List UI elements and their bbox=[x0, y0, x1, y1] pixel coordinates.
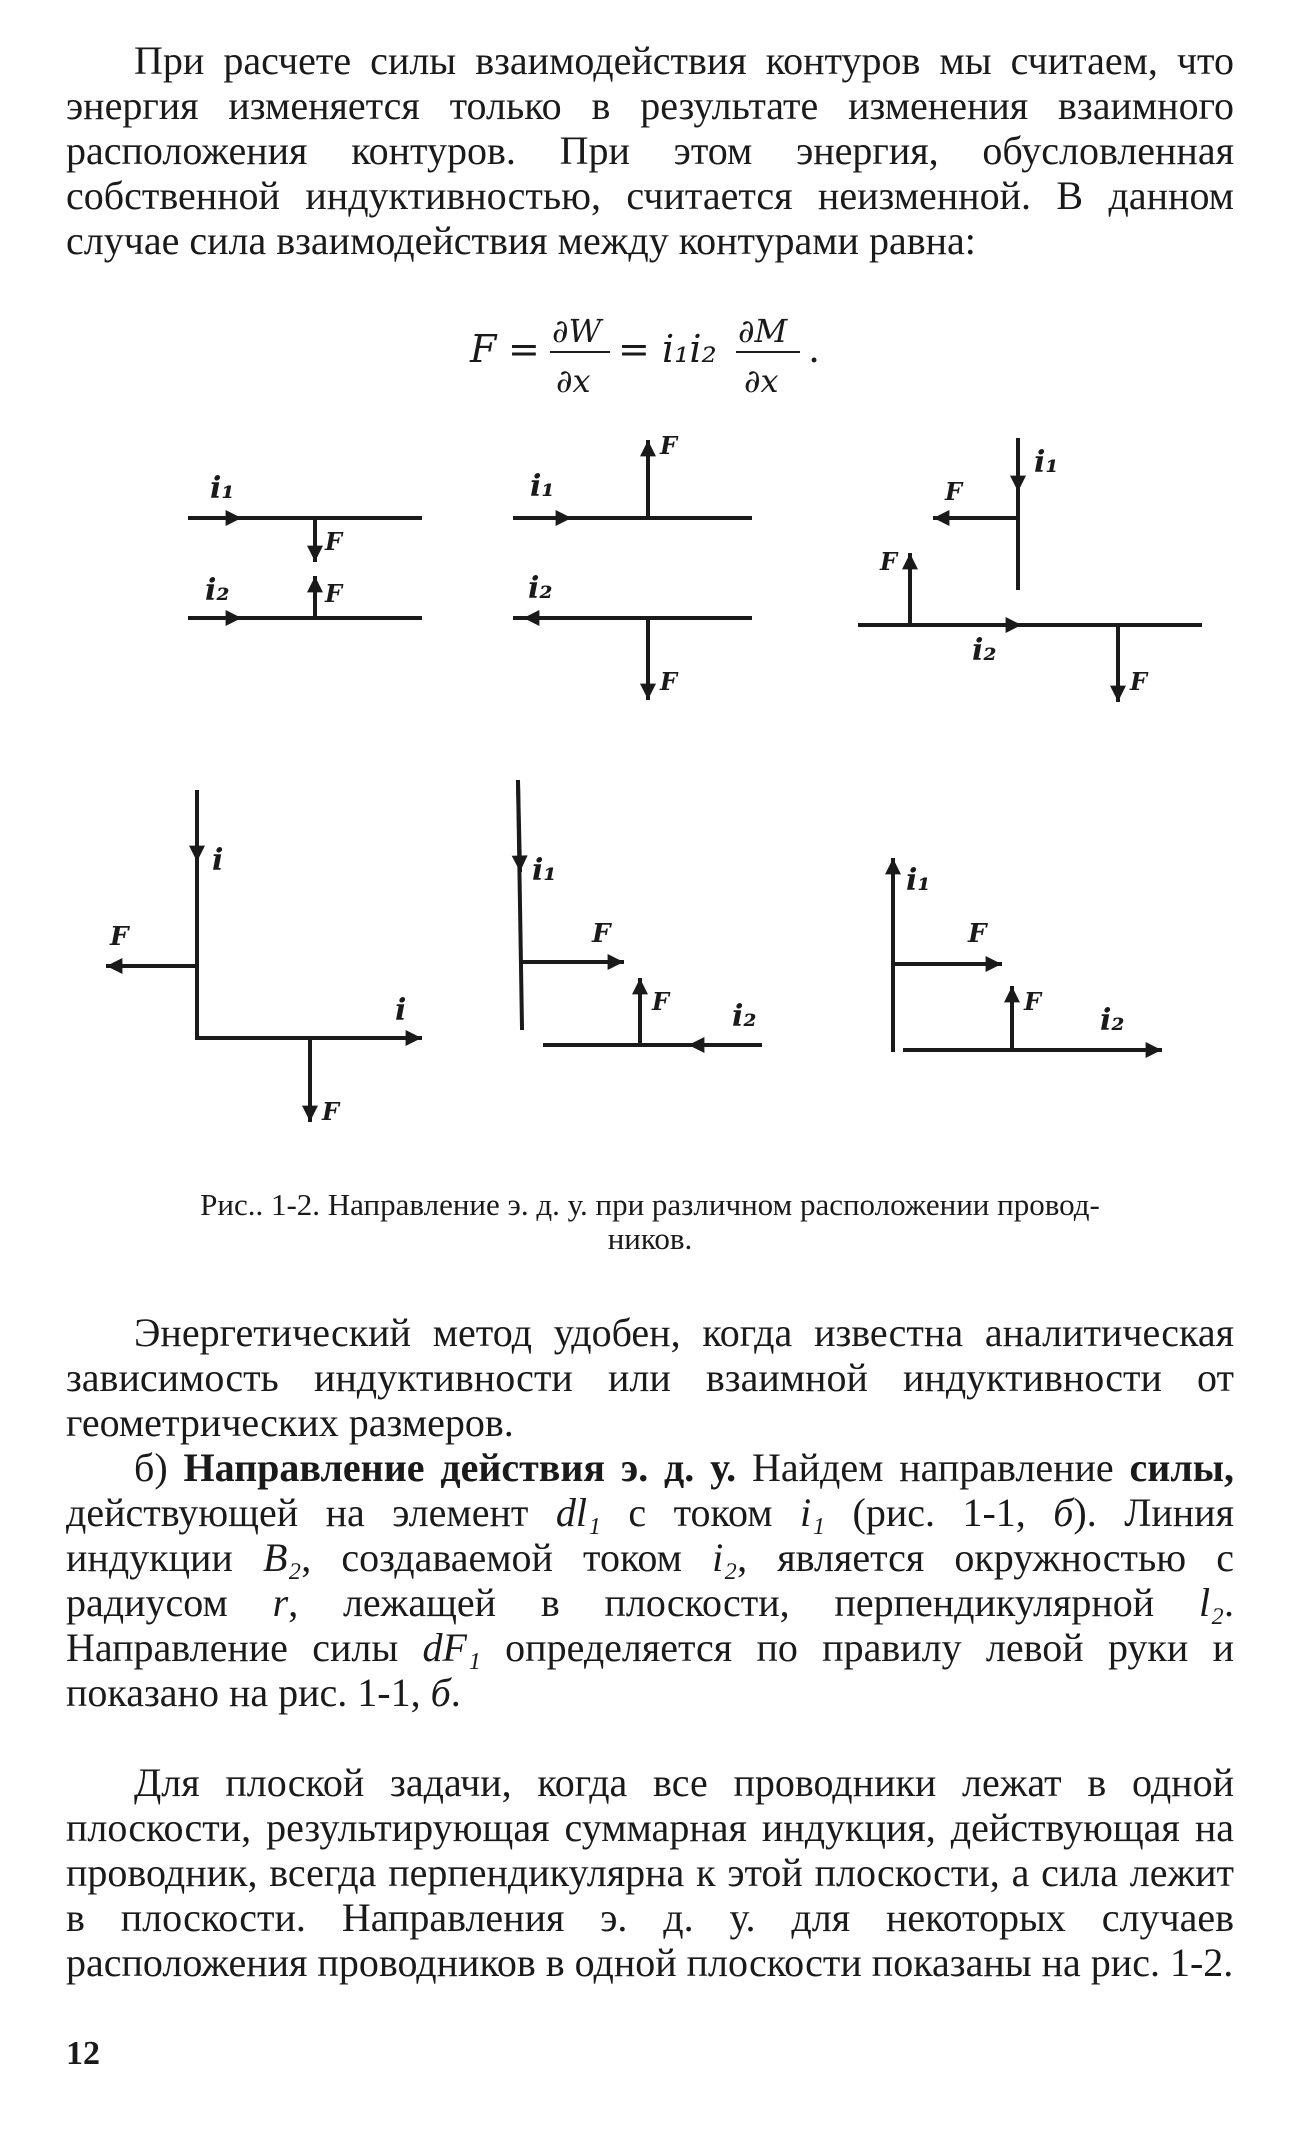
label-d2-i2: i₂ bbox=[528, 571, 553, 606]
label-d3-f-up: F bbox=[880, 547, 898, 576]
label-d3-f-down: F bbox=[1130, 667, 1148, 696]
p3-prefix: б) bbox=[134, 1445, 184, 1490]
p3-l2: l₂ bbox=[1198, 1580, 1224, 1625]
label-d3-f-left: F bbox=[945, 477, 963, 506]
formula-num1: ∂W bbox=[552, 312, 602, 350]
formula-eq1: = bbox=[508, 327, 540, 371]
formula-num2: ∂M bbox=[738, 312, 788, 350]
label-d2-i1: i₁ bbox=[530, 469, 555, 504]
label-d6-i1: i₁ bbox=[906, 863, 931, 898]
label-d2-f-bottom: F bbox=[660, 667, 678, 696]
p3-text-7: , является окружностью с радиусом bbox=[66, 1535, 1234, 1625]
formula-period: . bbox=[808, 327, 821, 371]
p3-text-4: (рис. 1-1, bbox=[825, 1490, 1054, 1535]
paragraph-direction bbox=[66, 1445, 1234, 1715]
formula-den2: ∂x bbox=[744, 362, 779, 400]
label-d1-i2: i₂ bbox=[205, 573, 230, 608]
diagram-perpendicular-separated bbox=[860, 440, 1200, 700]
diagram-vertical-horizontal-opposite bbox=[518, 782, 760, 1045]
p3-df1: dF₁ bbox=[422, 1625, 481, 1670]
label-d3-i2: i₂ bbox=[972, 633, 997, 668]
p3-i1: i₁ bbox=[800, 1490, 826, 1535]
label-d4-i-horizontal: i bbox=[395, 993, 407, 1028]
formula-lhs: F bbox=[470, 327, 497, 371]
label-d4-i-vertical: i bbox=[212, 843, 224, 878]
paragraph-energy-method: Энергетический метод удобен, когда известна аналитическая зависимость индуктивности или взаимной индуктивности от геометрических размеров. bbox=[66, 1310, 1234, 1445]
p3-text-11: . bbox=[450, 1670, 461, 1715]
p3-text-3: с током bbox=[600, 1490, 800, 1535]
formula-den1: ∂x bbox=[556, 362, 591, 400]
p3-text-2: действующей на элемент bbox=[66, 1490, 556, 1535]
label-d6-i2: i₂ bbox=[1100, 1003, 1125, 1038]
caption-line-1: Рис.. 1-2. Направление э. д. у. при различном расположении провод- bbox=[200, 1187, 1100, 1222]
force-formula bbox=[0, 300, 1300, 410]
p3-text-1: Найдем направление bbox=[736, 1445, 1130, 1490]
caption-line-2: ников. bbox=[607, 1221, 693, 1256]
page-number: 12 bbox=[66, 2035, 100, 2072]
label-d3-i1: i₁ bbox=[1034, 445, 1059, 480]
formula-eq2: = bbox=[618, 327, 650, 371]
diagram-l-shaped bbox=[108, 792, 420, 1120]
label-d4-f-left: F bbox=[110, 922, 129, 952]
label-d5-i2: i₂ bbox=[732, 999, 757, 1034]
label-d2-f-top: F bbox=[660, 431, 678, 460]
p3-i2: i₂ bbox=[712, 1535, 738, 1580]
p3-b2: B₂ bbox=[262, 1535, 302, 1580]
figure-caption bbox=[66, 1188, 1234, 1256]
p3-dl1: dl₁ bbox=[555, 1490, 601, 1535]
p3-bold-force: силы, bbox=[1129, 1445, 1234, 1490]
p3-text-6: , создаваемой током bbox=[301, 1535, 713, 1580]
label-d1-f-top: F bbox=[325, 527, 343, 556]
p3-heading: Направление действия э. д. у. bbox=[183, 1445, 737, 1490]
label-d5-f-up: F bbox=[652, 987, 670, 1016]
formula-currents: i₁i₂ bbox=[662, 327, 717, 371]
label-d1-i1: i₁ bbox=[210, 471, 235, 506]
paragraph-planar-problem: Для плоской задачи, когда все проводники лежат в одной плоскости, результирующая суммарная индукция, действующая на проводник, всегда перпендикулярна к этой плоскости, а сила лежит в плоскости. Направления э. д. у. для некоторых случаев расположения проводников в одной плоскости показаны на рис. 1-2. bbox=[66, 1760, 1234, 1985]
label-d4-f-down: F bbox=[322, 1097, 340, 1126]
p3-text-8: , лежащей в плоскости, перпендикулярной bbox=[288, 1580, 1199, 1625]
label-d6-f-right: F bbox=[968, 919, 987, 949]
paragraph-intro: При расчете силы взаимодействия контуров мы считаем, что энергия изменяется только в результате изменения взаимного расположения контуров. При этом энергия, обусловленная собственной индуктивностью, считается неизменной. В данном случае сила взаимодействия между контурами равна: bbox=[66, 38, 1234, 263]
figure-force-directions bbox=[0, 420, 1300, 1180]
p3-text-10: определяется по правилу левой руки и показано на рис. 1-1, bbox=[66, 1625, 1234, 1715]
label-d6-f-up: F bbox=[1024, 987, 1042, 1016]
label-d5-i1: i₁ bbox=[532, 853, 557, 888]
p3-text-9: . Направление силы bbox=[66, 1580, 1234, 1670]
label-d5-f-right: F bbox=[592, 919, 611, 949]
p3-text-5: ). Линия индукции bbox=[66, 1490, 1234, 1580]
p3-r: r bbox=[272, 1580, 289, 1625]
p3-fig-letter: б bbox=[1053, 1490, 1074, 1535]
label-d1-f-bottom: F bbox=[325, 579, 343, 608]
p3-fig-letter-2: б bbox=[430, 1670, 451, 1715]
